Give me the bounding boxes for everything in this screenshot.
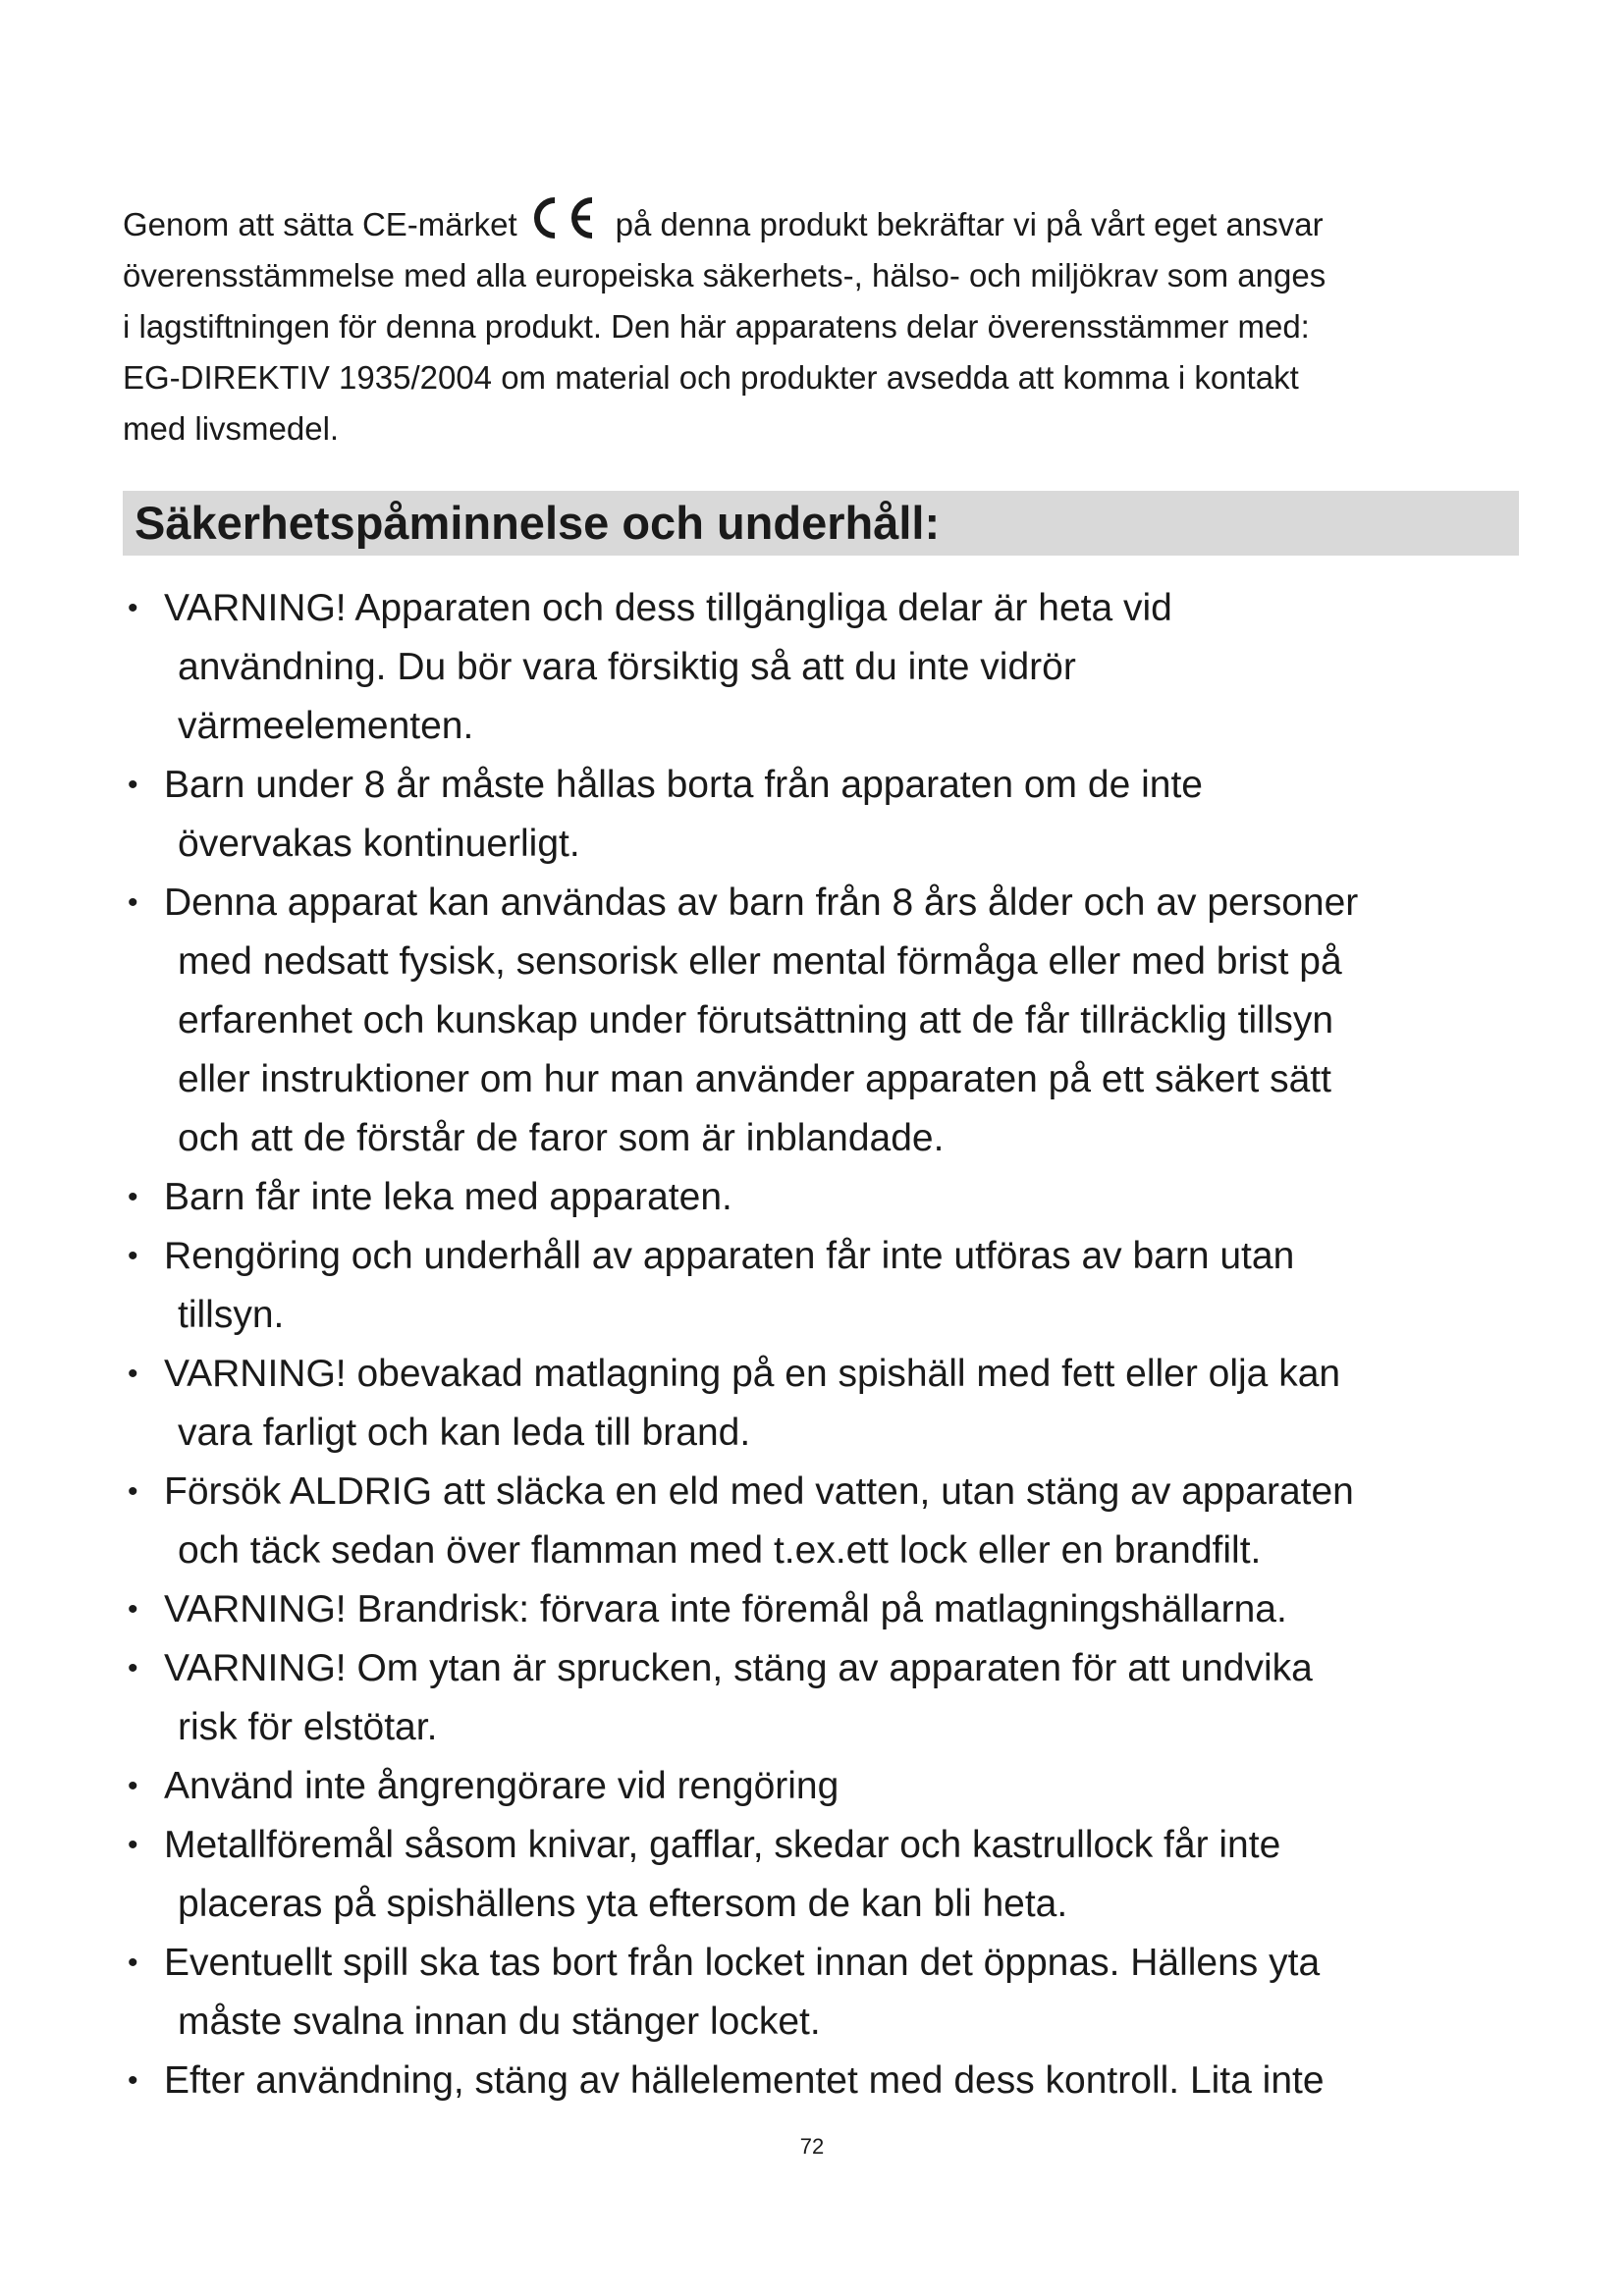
intro-line: EG-DIREKTIV 1935/2004 om material och produkter avsedda att komma i kontakt — [123, 359, 1299, 396]
list-item-line: eller instruktioner om hur man använder apparaten på ett säkert sätt — [178, 1058, 1331, 1100]
list-item-line: Metallföremål såsom knivar, gafflar, skedar och kastrullock får inte — [164, 1824, 1281, 1866]
list-item-text — [164, 1639, 1527, 1757]
bullet-icon: • — [128, 1829, 138, 1861]
list-item-text — [164, 874, 1527, 1168]
list-item — [123, 1463, 1527, 1580]
intro-text-before-mark: Genom att sätta CE-märket — [123, 206, 517, 242]
bullet-icon: • — [128, 1947, 138, 1979]
list-item-line: Eventuellt spill ska tas bort från locket innan det öppnas. Hällens yta — [164, 1942, 1321, 1984]
intro-paragraph — [123, 196, 1517, 454]
bullet-icon: • — [128, 1652, 138, 1684]
list-item-line: Rengöring och underhåll av apparaten får inte utföras av barn utan — [164, 1235, 1295, 1277]
list-item-line: Barn under 8 år måste hållas borta från apparaten om de inte — [164, 764, 1203, 806]
list-item — [123, 1757, 1527, 1816]
list-item-line: tillsyn. — [178, 1294, 285, 1336]
list-item — [123, 1345, 1527, 1463]
list-item-text — [164, 756, 1527, 874]
list-item — [123, 2052, 1527, 2110]
list-item-line: och att de förstår de faror som är inblandade. — [178, 1117, 945, 1159]
bullet-icon: • — [128, 1240, 138, 1272]
intro-line: i lagstiftningen för denna produkt. Den här apparatens delar överensstämmer med: — [123, 308, 1310, 345]
list-item-text — [164, 1816, 1527, 1934]
page-number: 72 — [799, 2134, 825, 2159]
list-item-text — [164, 579, 1527, 756]
list-item — [123, 756, 1527, 874]
list-item-text — [164, 1934, 1527, 2052]
list-item-line: måste svalna innan du stänger locket. — [178, 2001, 821, 2043]
ce-mark-icon — [525, 196, 602, 240]
list-item-line: och täck sedan över flamman med t.ex.ett lock eller en brandfilt. — [178, 1529, 1262, 1572]
list-item — [123, 1227, 1527, 1345]
list-item-line: Barn får inte leka med apparaten. — [164, 1176, 732, 1218]
list-item-line: Använd inte ångrengörare vid rengöring — [164, 1765, 839, 1807]
list-item-line: värmeelementen. — [178, 705, 474, 747]
list-item-text — [164, 1345, 1527, 1463]
intro-text-after-mark: på denna produkt bekräftar vi på vårt eget ansvar — [615, 206, 1324, 242]
list-item-line: med nedsatt fysisk, sensorisk eller mental förmåga eller med brist på — [178, 940, 1342, 983]
list-item-text — [164, 1757, 1527, 1816]
list-item-text — [164, 2052, 1527, 2110]
list-item-line: Efter användning, stäng av hällelementet med dess kontroll. Lita inte — [164, 2059, 1325, 2102]
bullet-icon: • — [128, 1181, 138, 1213]
list-item-line: placeras på spishällens yta eftersom de kan bli heta. — [178, 1883, 1068, 1925]
list-item-line: VARNING! Apparaten och dess tillgängliga delar är heta vid — [164, 587, 1172, 629]
list-item — [123, 1580, 1527, 1639]
list-item-text — [164, 1168, 1527, 1227]
list-item — [123, 1639, 1527, 1757]
list-item-line: risk för elstötar. — [178, 1706, 438, 1748]
section-heading: Säkerhetspåminnelse och underhåll: — [123, 491, 1519, 556]
list-item — [123, 579, 1527, 756]
intro-line: med livsmedel. — [123, 410, 340, 447]
bullet-icon: • — [128, 592, 138, 624]
intro-line: överensstämmelse med alla europeiska säkerhets-, hälso- och miljökrav som anges — [123, 257, 1326, 294]
list-item-text — [164, 1463, 1527, 1580]
list-item-text — [164, 1227, 1527, 1345]
list-item — [123, 1168, 1527, 1227]
list-item-line: Försök ALDRIG att släcka en eld med vatten, utan stäng av apparaten — [164, 1470, 1354, 1513]
list-item-line: vara farligt och kan leda till brand. — [178, 1412, 751, 1454]
safety-bullet-list — [123, 579, 1527, 2110]
list-item-line: VARNING! Om ytan är sprucken, stäng av apparaten för att undvika — [164, 1647, 1313, 1689]
list-item — [123, 874, 1527, 1168]
bullet-icon: • — [128, 2064, 138, 2097]
list-item-line: användning. Du bör vara försiktig så att du inte vidrör — [178, 646, 1076, 688]
bullet-icon: • — [128, 886, 138, 919]
bullet-icon: • — [128, 1770, 138, 1802]
list-item-line: VARNING! Brandrisk: förvara inte föremål på matlagningshällarna. — [164, 1588, 1287, 1630]
bullet-icon: • — [128, 769, 138, 801]
list-item-line: Denna apparat kan användas av barn från 8 års ålder och av personer — [164, 881, 1359, 924]
list-item-text — [164, 1580, 1527, 1639]
bullet-icon: • — [128, 1475, 138, 1508]
list-item-line: övervakas kontinuerligt. — [178, 823, 580, 865]
list-item — [123, 1934, 1527, 2052]
list-item-line: VARNING! obevakad matlagning på en spishäll med fett eller olja kan — [164, 1353, 1341, 1395]
bullet-icon: • — [128, 1358, 138, 1390]
list-item — [123, 1816, 1527, 1934]
bullet-icon: • — [128, 1593, 138, 1626]
list-item-line: erfarenhet och kunskap under förutsättning att de får tillräcklig tillsyn — [178, 999, 1334, 1041]
